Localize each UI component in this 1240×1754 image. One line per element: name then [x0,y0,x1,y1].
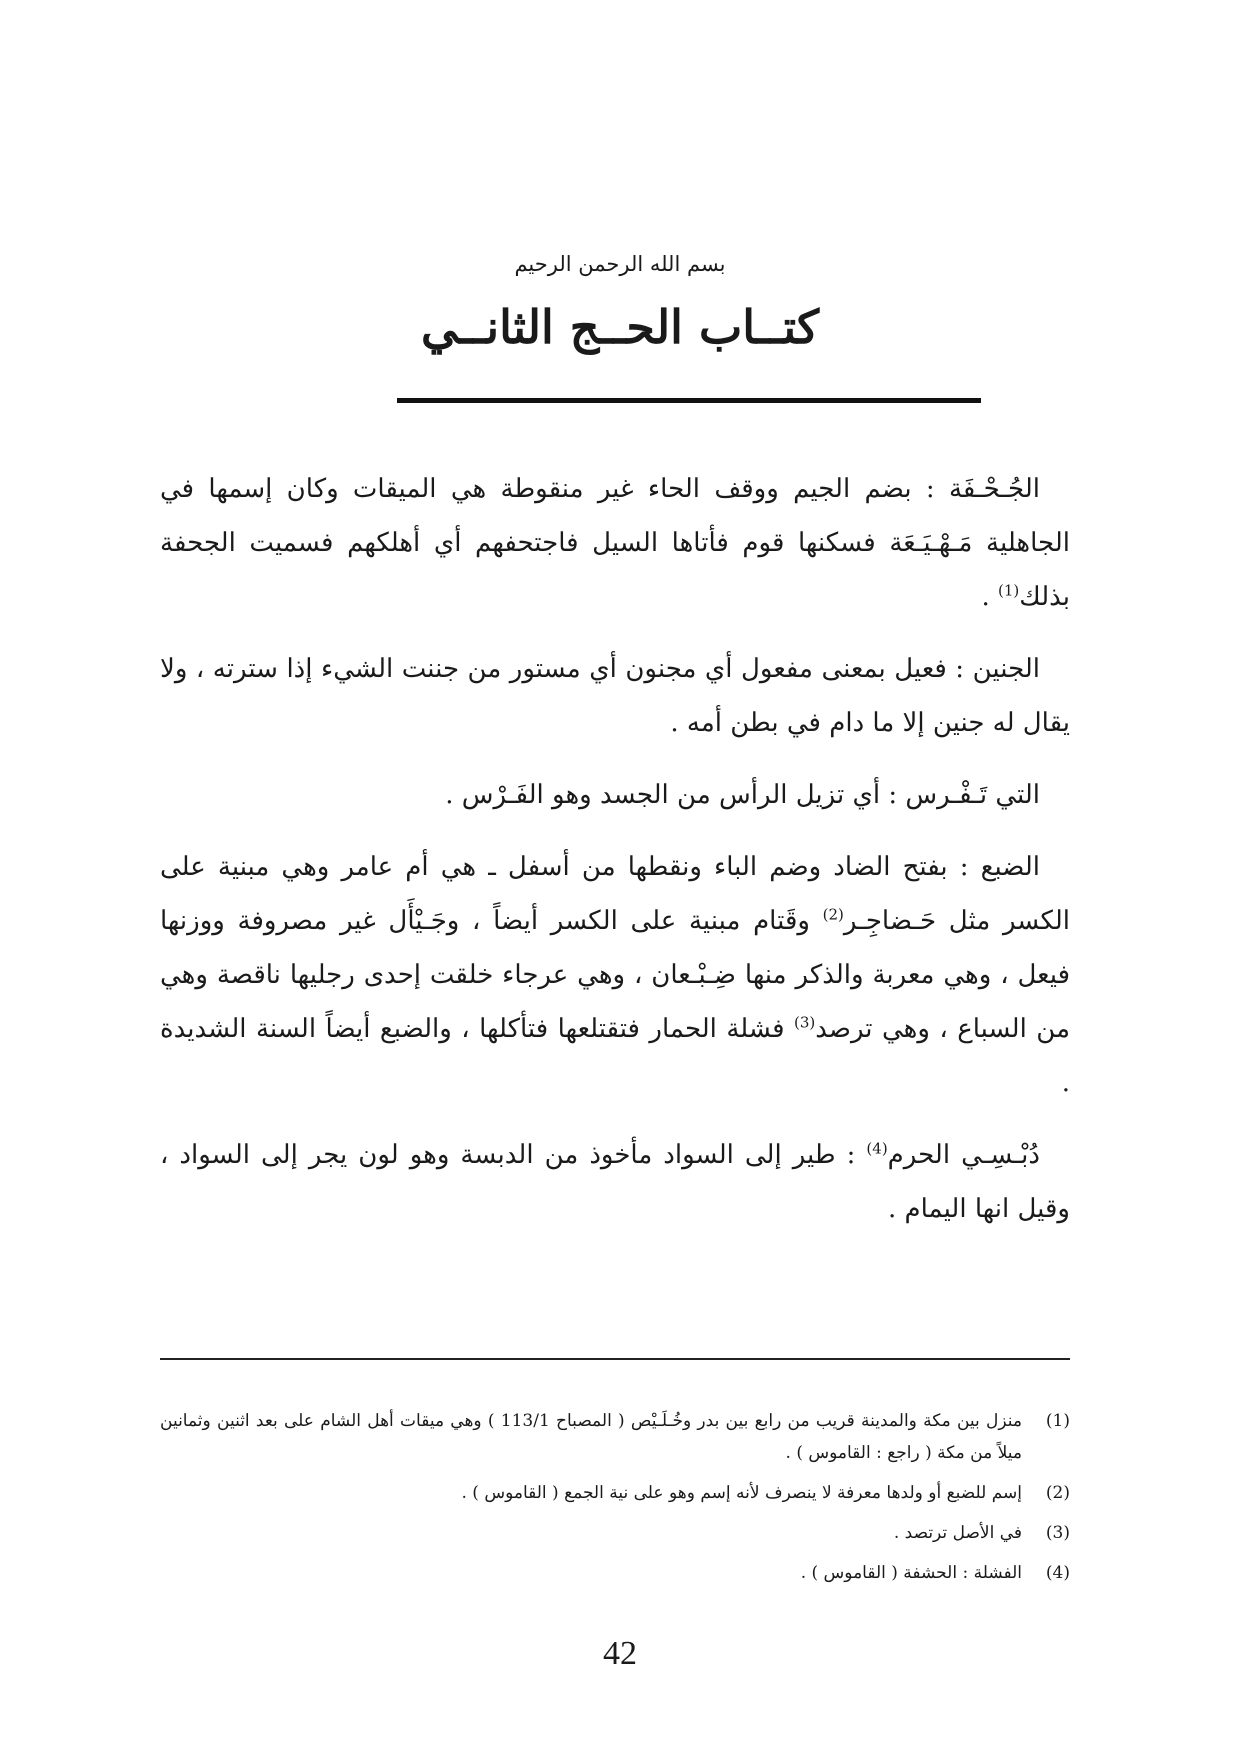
footnote-item [160,1517,1070,1549]
footnotes [160,1405,1070,1597]
entry-text: دُبْـسِـي الحرم [887,1140,1040,1170]
entry-dubsi [160,1128,1070,1236]
entry-text: الضبع : بفتح الضاد وضم الباء ونقطها من أسفل ـ هي أم عامر وهي مبنية على الكسر مثل حَـضاجِـر [160,852,1070,936]
footnote-text: الفشلة : الحشفة ( القاموس ) . [800,1563,1022,1583]
basmala: بسم الله الرحمن الرحيم [514,252,726,276]
entry-text: الجُـحْـفَة : بضم الجيم ووقف الحاء غير منقوطة هي الميقات وكان إسمها في الجاهلية مَـهْـيَـعَة فسكنها قوم فأتاها السيل فاجتحفهم أي أهلكهم فسميت الجحفة بذلك [160,474,1070,612]
footnote-ref: (3) [793,1013,816,1032]
footnote-text: منزل بين مكة والمدينة قريب من رابع بين بدر وخُـلَـيْص ( المصباح 113/1 ) وهي ميقات أهل الشام على بعد اثنين وثمانين ميلاً من مكة ( راجع : القاموس ) . [160,1411,1022,1463]
footnote-item [160,1405,1070,1469]
entry-text-tail: : طير إلى السواد مأخوذ من الدبسة وهو لون يجر إلى السواد ، وقيل انها اليمام . [160,1140,1070,1224]
entry-text-continued: وقَتام مبنية على الكسر أيضاً ، وجَـيْأَل غير مصروفة ووزنها فيعل ، وهي معربة والذكر منها ضِـبْـعان ، وهي عرجاء خلقت إحدى رجليها ناقصة وهي من السباع ، وهي ترصد [160,906,1070,1044]
page-number: 42 [603,1635,637,1672]
title-divider [397,398,981,403]
footnote-item [160,1477,1070,1509]
chapter-title: كتــاب الحــج الثانــي [420,300,819,354]
entry-text: التي تَـفْـرس : أي تزيل الرأس من الجسد وهو الفَـرْس . [445,780,1040,810]
footnote-ref: (2) [822,905,844,924]
footnote-divider [160,1358,1070,1360]
footnote-text: إسم للضبع أو ولدها معرفة لا ينصرف لأنه إسم وهو على نية الجمع ( القاموس ) . [461,1483,1022,1503]
footnote-text: في الأصل ترتصد . [893,1523,1022,1543]
footnote-ref: (1) [998,581,1020,600]
footnote-number: (2) [1045,1483,1070,1503]
footnote-number: (3) [1045,1523,1070,1543]
entry-dabu [160,840,1070,1110]
footnote-item [160,1557,1070,1589]
footnote-number: (1) [1045,1411,1070,1431]
entry-text-tail: فشلة الحمار فتقتلعها فتأكلها ، والضبع أيضاً السنة الشديدة . [160,1014,1070,1098]
entry-tafras [160,768,1070,822]
entry-text: الجنين : فعيل بمعنى مفعول أي مجنون أي مستور من جننت الشيء إذا سترته ، ولا يقال له جنين إلا ما دام في بطن أمه . [160,654,1070,738]
entry-text-tail: . [981,582,999,612]
footnote-ref: (4) [866,1139,888,1158]
entry-janin [160,642,1070,750]
footnote-number: (4) [1045,1563,1070,1583]
entry-juhfa [160,462,1070,624]
main-text [160,462,1070,1254]
